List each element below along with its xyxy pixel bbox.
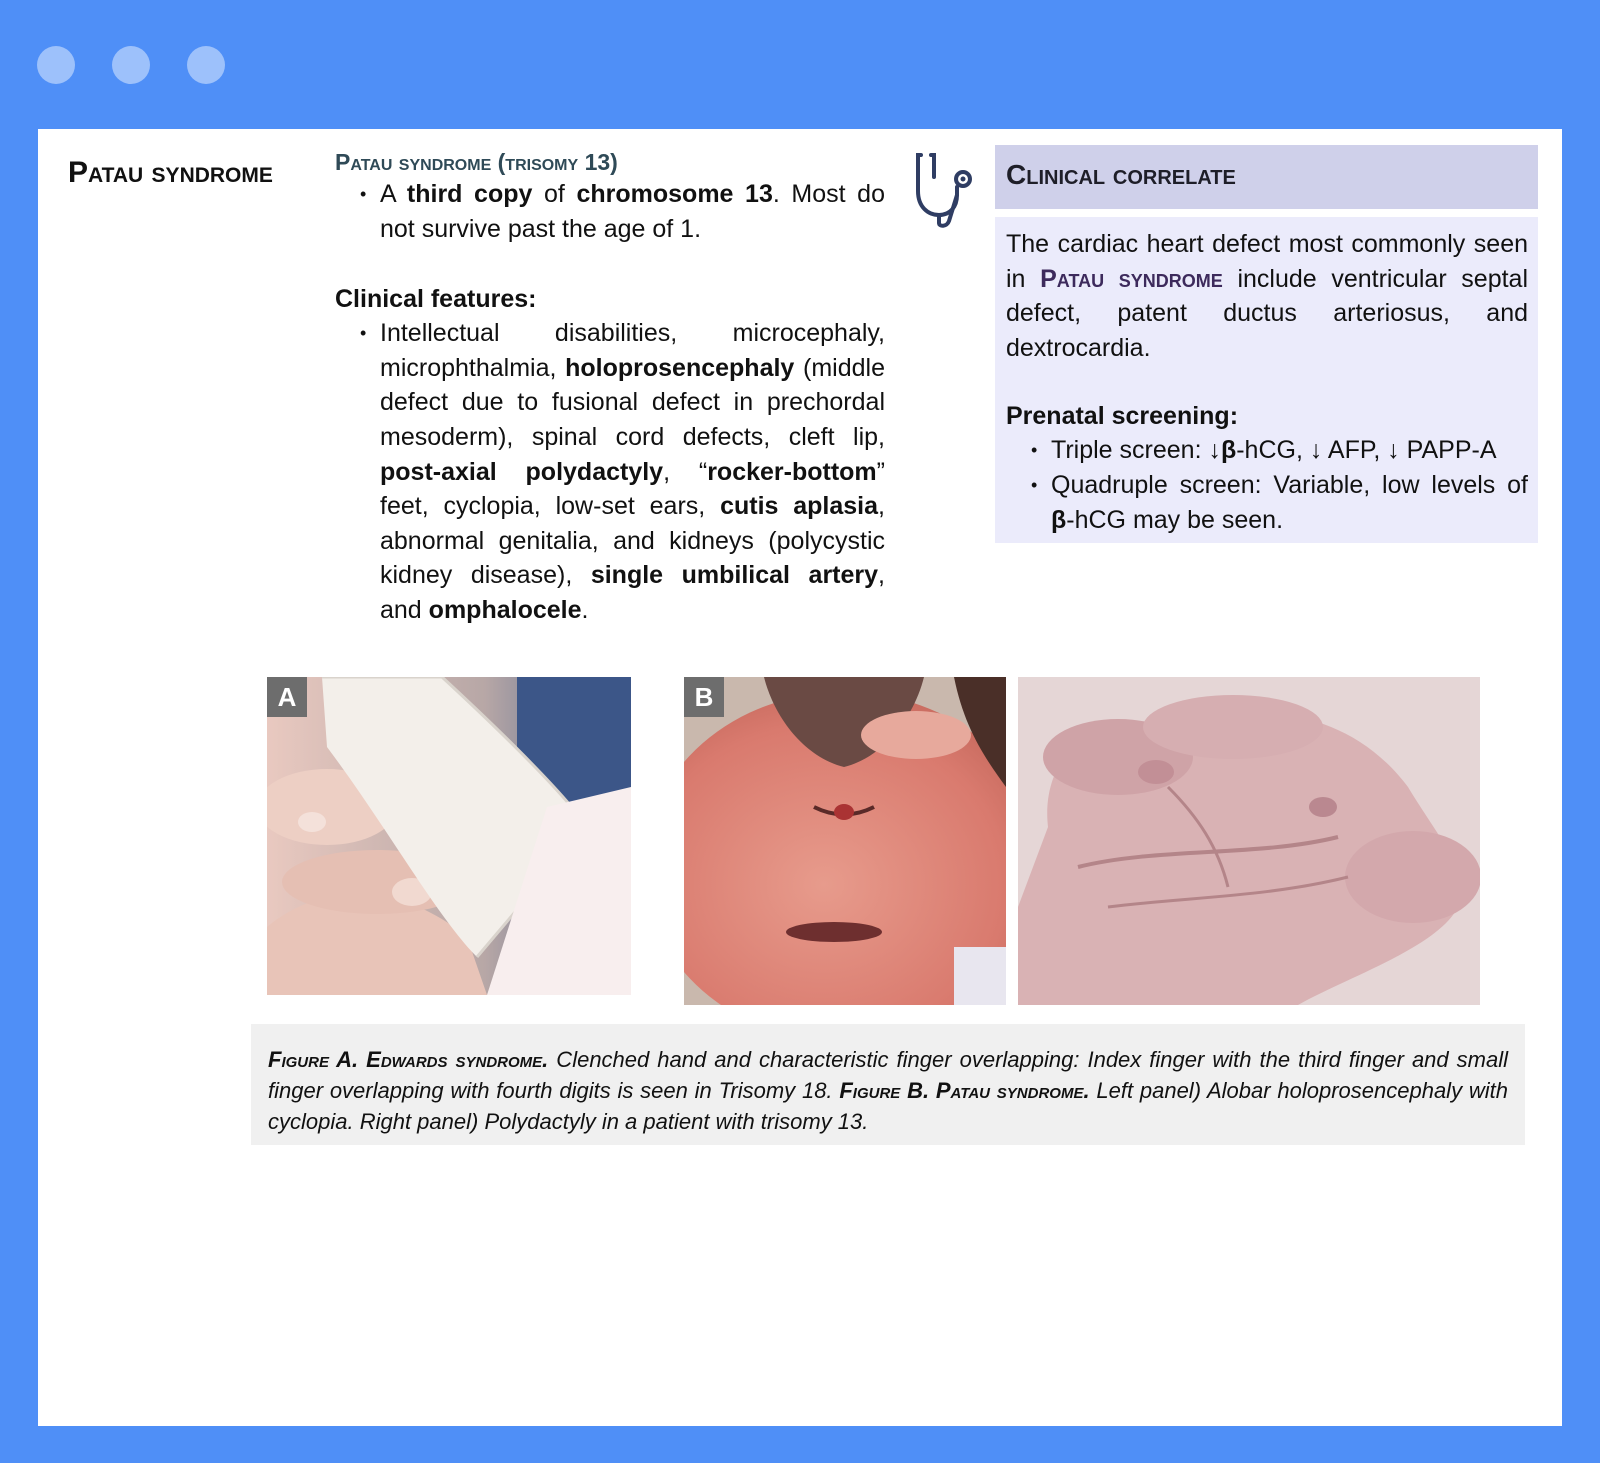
features-item	[380, 316, 885, 627]
features-run: , “	[663, 457, 708, 486]
prenatal-run: β	[1220, 436, 1237, 465]
figure-b-label: B	[684, 677, 724, 717]
features-run: Intellectual disabilities, microcephaly, microphthalmia,	[380, 319, 885, 382]
intro-list	[335, 177, 885, 246]
figure-a-image	[267, 677, 631, 995]
window-dot-1[interactable]	[37, 46, 75, 84]
intro-run: A	[380, 180, 407, 208]
caption-run: Figure A. Edwards syndrome.	[268, 1047, 549, 1072]
intro-run: of	[532, 180, 577, 208]
features-list	[335, 316, 885, 627]
correlate-text-part: The cardiac heart defect most commonly seen in	[1006, 230, 1528, 293]
features-run: .	[581, 595, 589, 624]
prenatal-run: Quadruple screen: Variable, low levels of	[1051, 470, 1528, 499]
caption-run: Clenched hand and characteristic finger overlapping: Index finger with the third finger and small finger overlapping with fourth digits is seen in Trisomy 18.	[268, 1047, 1508, 1103]
correlate-highlight: Patau syndrome	[1040, 264, 1223, 293]
figure-b-right-image	[1018, 677, 1480, 1005]
features-run: rocker-bottom	[707, 457, 877, 486]
features-heading: Clinical features:	[335, 285, 537, 314]
main-column	[335, 147, 885, 628]
side-title: Patau syndrome	[68, 156, 273, 189]
window-dot-3[interactable]	[187, 46, 225, 84]
section-heading: Patau syndrome (trisomy 13)	[335, 149, 618, 175]
features-run: ” feet, cyclopia, low-set ears,	[380, 457, 885, 521]
prenatal-list	[1006, 433, 1528, 537]
features-run: single umbilical artery	[590, 561, 879, 590]
intro-item	[380, 177, 885, 246]
prenatal-run: Triple screen: ↓	[1051, 436, 1221, 465]
figure-a-label: A	[267, 677, 307, 717]
prenatal-item	[1051, 433, 1528, 468]
intro-run: third copy	[406, 180, 533, 208]
window-dot-2[interactable]	[112, 46, 150, 84]
features-run: omphalocele	[428, 595, 582, 624]
prenatal-item	[1051, 468, 1528, 537]
prenatal-run: -hCG, ↓ AFP, ↓ PAPP-A	[1236, 436, 1497, 465]
intro-run: chromosome 13	[576, 180, 773, 208]
features-run: (middle defect due to fusional defect in prechordal mesoderm), spinal cord defects, cleft lip,	[380, 353, 885, 451]
prenatal-run: -hCG may be seen.	[1066, 505, 1284, 534]
correlate-text-part: include ventricular septal defect, patent ductus arteriosus, and dextrocardia.	[1006, 264, 1529, 362]
features-run: post-axial polydactyly	[380, 457, 664, 486]
prenatal-run: β	[1051, 505, 1067, 534]
clinical-correlate-box	[995, 217, 1538, 543]
figure-b-left-image	[684, 677, 1006, 1005]
caption-run: Figure B. Patau syndrome.	[839, 1078, 1090, 1103]
caption-run: Left panel) Alobar holoprosencephaly with cyclopia. Right panel) Polydactyly in a patient with trisomy 13.	[268, 1078, 1508, 1134]
prenatal-heading: Prenatal screening:	[1006, 402, 1239, 431]
features-run: , and	[380, 561, 885, 624]
stethoscope-icon	[911, 149, 975, 229]
intro-run: . Most do not survive past the age of 1.	[380, 180, 885, 243]
clinical-correlate-heading: Clinical correlate	[995, 145, 1538, 209]
features-run: cutis aplasia	[720, 492, 879, 521]
document-page	[38, 129, 1562, 1426]
clinical-correlate-text	[1006, 227, 1528, 365]
features-run: , abnormal genitalia, and kidneys (polycystic kidney disease),	[380, 492, 885, 590]
features-run: holoprosencephaly	[565, 353, 795, 382]
figure-caption	[251, 1024, 1525, 1145]
